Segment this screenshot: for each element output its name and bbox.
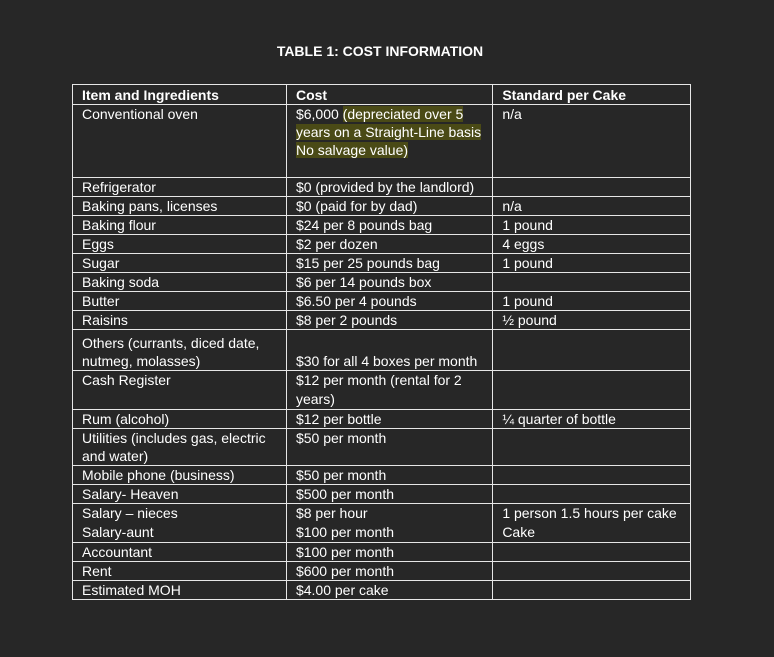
table-row xyxy=(73,216,691,235)
row-standard xyxy=(493,371,691,410)
row-item: Others (currants, diced date, nutmeg, molasses) xyxy=(73,330,287,371)
row-standard: ½ pound xyxy=(493,311,691,330)
row-cost: $6 per 14 pounds box xyxy=(286,273,492,292)
table-row xyxy=(73,543,691,562)
table-row xyxy=(73,105,691,178)
table-row xyxy=(73,273,691,292)
table-row xyxy=(73,581,691,600)
table-row xyxy=(73,197,691,216)
row-standard xyxy=(493,543,691,562)
row-item: Utilities (includes gas, electric and water) xyxy=(73,429,287,466)
row-standard xyxy=(493,504,691,543)
row-cost: $50 per month xyxy=(286,466,492,485)
table-header-row xyxy=(73,85,691,105)
row-standard xyxy=(493,562,691,581)
table-row xyxy=(73,429,691,466)
row-standard: n/a xyxy=(493,105,691,178)
table-row xyxy=(73,410,691,429)
row-cost: $100 per month xyxy=(286,543,492,562)
row-standard xyxy=(493,429,691,466)
table-row xyxy=(73,235,691,254)
row-item: Rent xyxy=(73,562,287,581)
row-standard: ¼ quarter of bottle xyxy=(493,410,691,429)
row-item: Refrigerator xyxy=(73,178,287,197)
row-cost: $4.00 per cake xyxy=(286,581,492,600)
row-standard: n/a xyxy=(493,197,691,216)
row-cost: $12 per month (rental for 2 years) xyxy=(286,371,492,410)
table-row xyxy=(73,371,691,410)
row-cost: $500 per month xyxy=(286,485,492,504)
row-item: Sugar xyxy=(73,254,287,273)
row-item: Eggs xyxy=(73,235,287,254)
table-row xyxy=(73,330,691,371)
cost-line-aunt: $100 per month xyxy=(295,524,395,540)
row-standard xyxy=(493,485,691,504)
row-cost: $0 (paid for by dad) xyxy=(286,197,492,216)
item-line-aunt: Salary-aunt xyxy=(82,524,154,540)
row-item: Baking flour xyxy=(73,216,287,235)
table-row xyxy=(73,254,691,273)
row-standard xyxy=(493,330,691,371)
row-cost: $12 per bottle xyxy=(286,410,492,429)
row-cost: $8 per 2 pounds xyxy=(286,311,492,330)
table-row xyxy=(73,466,691,485)
header-standard: Standard per Cake xyxy=(493,85,691,105)
row-item: Cash Register xyxy=(73,371,287,410)
table-row xyxy=(73,311,691,330)
standard-line-1: 1 person 1.5 hours per cake xyxy=(502,505,677,521)
standard-line-2: Cake xyxy=(502,524,535,540)
row-cost xyxy=(286,504,492,543)
header-item: Item and Ingredients xyxy=(73,85,287,105)
row-cost xyxy=(286,105,492,178)
row-cost: $15 per 25 pounds bag xyxy=(286,254,492,273)
row-cost: $30 for all 4 boxes per month xyxy=(286,330,492,371)
row-item: Raisins xyxy=(73,311,287,330)
table-row xyxy=(73,562,691,581)
cost-line-nieces: $8 per hour xyxy=(295,505,368,521)
table-row xyxy=(73,292,691,311)
row-item: Salary- Heaven xyxy=(73,485,287,504)
table-title: TABLE 1: COST INFORMATION xyxy=(276,43,484,59)
row-cost: $0 (provided by the landlord) xyxy=(286,178,492,197)
cost-value: $6,000 xyxy=(295,106,339,122)
table-row xyxy=(73,485,691,504)
row-item: Mobile phone (business) xyxy=(73,466,287,485)
row-item: Baking pans, licenses xyxy=(73,197,287,216)
row-cost: $50 per month xyxy=(286,429,492,466)
item-line-nieces: Salary – nieces xyxy=(82,505,178,521)
row-item: Baking soda xyxy=(73,273,287,292)
row-standard: 4 eggs xyxy=(493,235,691,254)
row-cost: $24 per 8 pounds bag xyxy=(286,216,492,235)
row-cost: $6.50 per 4 pounds xyxy=(286,292,492,311)
row-item: Butter xyxy=(73,292,287,311)
row-standard xyxy=(493,466,691,485)
row-item: Estimated MOH xyxy=(73,581,287,600)
row-standard xyxy=(493,581,691,600)
row-item: Conventional oven xyxy=(73,105,287,178)
cost-information-table xyxy=(72,84,691,600)
row-standard xyxy=(493,178,691,197)
row-item xyxy=(73,504,287,543)
table-row xyxy=(73,504,691,543)
header-cost: Cost xyxy=(286,85,492,105)
row-item: Rum (alcohol) xyxy=(73,410,287,429)
row-standard xyxy=(493,273,691,292)
row-standard: 1 pound xyxy=(493,216,691,235)
row-standard: 1 pound xyxy=(493,292,691,311)
row-cost: $2 per dozen xyxy=(286,235,492,254)
table-row xyxy=(73,178,691,197)
highlighted-note: (depreciated over 5 years on a Straight-Line basis No salvage value) xyxy=(295,106,482,158)
row-standard: 1 pound xyxy=(493,254,691,273)
row-item: Accountant xyxy=(73,543,287,562)
row-cost: $600 per month xyxy=(286,562,492,581)
